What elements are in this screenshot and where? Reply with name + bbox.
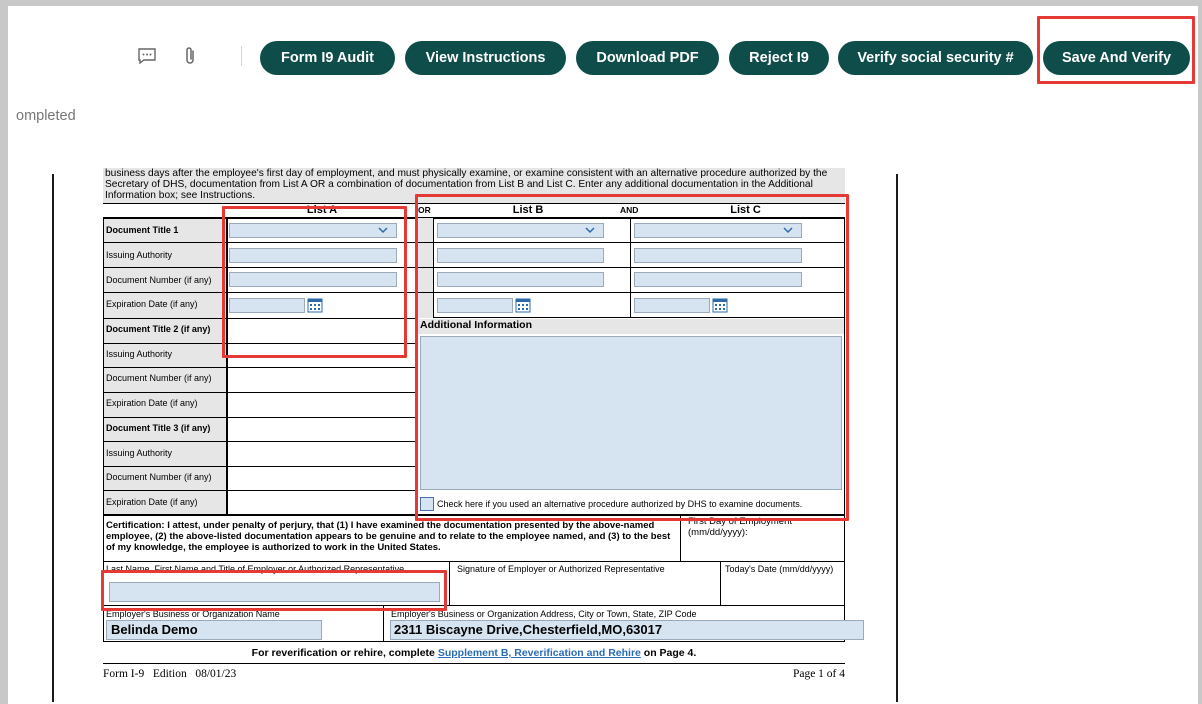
certification-text: Certification: I attest, under penalty of perjury, that (1) I have examined the documentation presented by the above-named employee, (2) the above-listed documentation appears to be genuine and to relate to the employee named, and (3) to the best of my knowledge, the employee is authorized to work in the United States. — [106, 520, 671, 553]
additional-info-label: Additional Information — [418, 319, 844, 334]
download-pdf-button[interactable]: Download PDF — [576, 41, 719, 75]
or-label: OR — [418, 205, 431, 215]
issuing-authority-2-label: Issuing Authority — [106, 349, 173, 359]
doc-number-1-label: Document Number (if any) — [106, 275, 212, 285]
doc-number-2-label: Document Number (if any) — [106, 373, 212, 383]
footer-page-number: Page 1 of 4 — [792, 668, 845, 680]
highlight-list-a — [222, 206, 407, 358]
business-address-field[interactable]: 2311 Biscayne Drive,Chesterfield,MO,63017 — [390, 620, 864, 640]
form-i9-audit-button[interactable]: Form I9 Audit — [260, 41, 395, 75]
list-a-header: List A — [306, 204, 338, 216]
reverification-prefix: For reverification or rehire, complete — [251, 647, 435, 659]
todays-date-label: Today's Date (mm/dd/yyyy) — [725, 564, 834, 574]
status-text: ompleted — [16, 108, 76, 124]
business-name-label: Employer's Business or Organization Name — [106, 609, 280, 619]
highlight-rep-name — [101, 570, 447, 611]
document-left-edge — [52, 174, 54, 702]
signature-label: Signature of Employer or Authorized Representative — [457, 564, 665, 574]
reverification-suffix: on Page 4. — [643, 647, 697, 659]
list-b-header: List B — [512, 204, 544, 216]
expiration-3-label: Expiration Date (if any) — [106, 497, 198, 507]
supplement-b-link[interactable]: Supplement B, Reverification and Rehire — [437, 647, 641, 659]
first-day-label: First Day of Employment (mm/dd/yyyy): — [688, 516, 792, 538]
view-instructions-button[interactable]: View Instructions — [405, 41, 566, 75]
document-right-edge — [896, 174, 898, 702]
toolbar-divider — [241, 46, 242, 66]
reverification-note — [103, 647, 845, 659]
form-intro-text: business days after the employee's first day of employment, and must physically examine, or examine consistent with an alternative procedure authorized by the Secretary of DHS, documentation from List A OR a combination of documentation from List B and List C. Enter any additional documentation in the Additional Information box; see Instructions. — [103, 168, 845, 203]
issuing-authority-3-label: Issuing Authority — [106, 448, 173, 458]
footer-form-edition: Form I-9 Edition 08/01/23 — [103, 668, 237, 680]
verify-ssn-button[interactable]: Verify social security # — [838, 41, 1033, 75]
expiration-1-label: Expiration Date (if any) — [106, 299, 198, 309]
expiration-2-label: Expiration Date (if any) — [106, 398, 198, 408]
comment-icon[interactable] — [137, 46, 157, 66]
doc-title-3-label: Document Title 3 (if any) — [106, 423, 211, 433]
business-name-field[interactable]: Belinda Demo — [106, 620, 322, 640]
rep-name-label: Last Name, First Name and Title of Employer or Authorized Representative — [106, 564, 405, 574]
paperclip-icon[interactable] — [181, 46, 201, 66]
highlight-save-and-verify — [1037, 16, 1195, 84]
save-and-verify-button[interactable]: Save And Verify — [1043, 41, 1190, 75]
issuing-authority-1-label: Issuing Authority — [106, 250, 173, 260]
list-c-header: List C — [730, 204, 761, 216]
alt-procedure-label: Check here if you used an alternative procedure authorized by DHS to examine documents. — [437, 499, 803, 509]
business-address-label: Employer's Business or Organization Address, City or Town, State, ZIP Code — [391, 609, 697, 619]
doc-number-3-label: Document Number (if any) — [106, 472, 212, 482]
and-label: AND — [620, 205, 639, 215]
reject-i9-button[interactable]: Reject I9 — [729, 41, 829, 75]
highlight-additional-info — [415, 194, 849, 521]
doc-title-2-label: Document Title 2 (if any) — [106, 324, 211, 334]
doc-title-1-label: Document Title 1 — [106, 225, 179, 235]
